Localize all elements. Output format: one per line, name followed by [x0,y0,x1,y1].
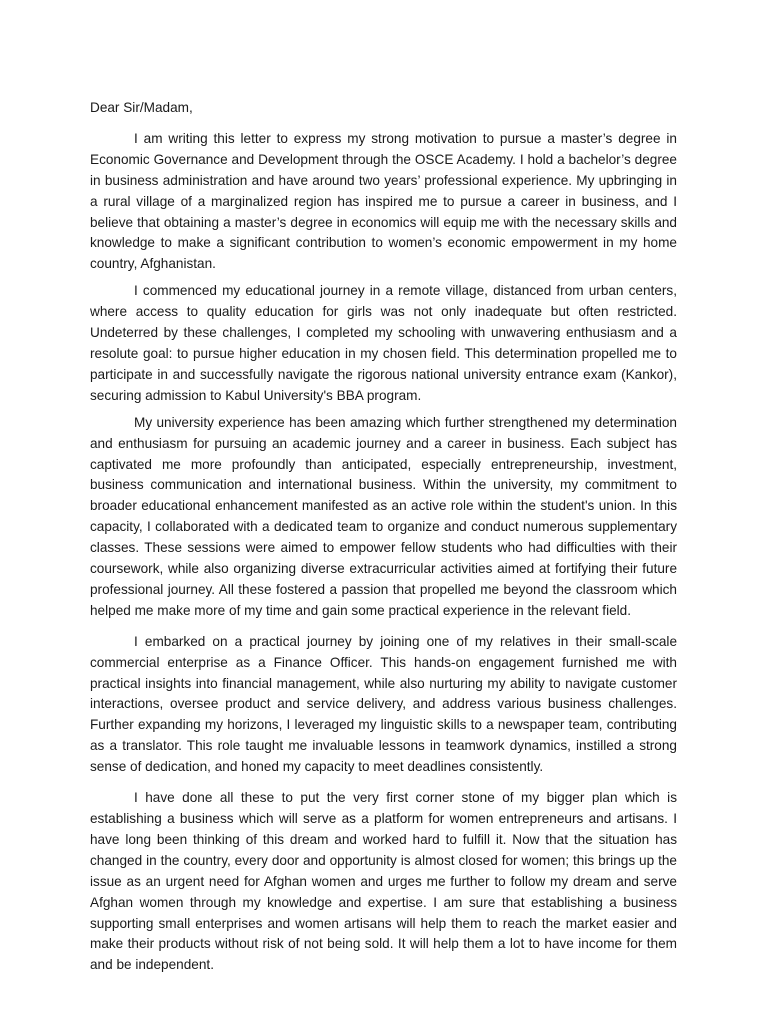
motivation-letter [90,98,677,982]
paragraph-future-plan: I have done all these to put the very first corner stone of my bigger plan which is establishing a business which will serve as a platform for women entrepreneurs and artisans. I have long been thinking of this dream and worked hard to fulfill it. Now that the situation has changed in the country, every door and opportunity is almost closed for women; this brings up the issue as an urgent need for Afghan women and urges me further to follow my dream and serve Afghan women through my knowledge and expertise. I am sure that establishing a business supporting small enterprises and women artisans will help them to reach the market easier and make their products without risk of not being sold. It will help them a lot to have income for them and be independent. [90,790,677,973]
salutation: Dear Sir/Madam, [90,100,193,115]
paragraph-work-experience: I embarked on a practical journey by joining one of my relatives in their small-scale commercial enterprise as a Finance Officer. This hands-on engagement furnished me with practical insights into financial management, while also nurturing my ability to navigate customer interactions, oversee product and service delivery, and address various business challenges. Further expanding my horizons, I leveraged my linguistic skills to a newspaper team, contributing as a translator. This role taught me invaluable lessons in teamwork dynamics, instilled a strong sense of dedication, and honed my capacity to meet deadlines consistently. [90,633,677,775]
paragraph-university: My university experience has been amazing which further strengthened my determination and enthusiasm for pursuing an academic journey and a career in business. Each subject has captivated me more profoundly than anticipated, especially entrepreneurship, investment, business communication and international business. Within the university, my commitment to broader educational enhancement manifested as an active role within the student's union. In this capacity, I collaborated with a dedicated team to organize and conduct numerous supplementary classes. These sessions were aimed to empower fellow students who had difficulties with their coursework, while also organizing diverse extracurricular activities aimed at fortifying their future professional journey. All these fostered a passion that propelled me beyond the classroom which helped me make more of my time and gain some practical experience in the relevant field. [90,414,677,618]
paragraph-motivation: I am writing this letter to express my strong motivation to pursue a master’s degree in Economic Governance and Development through the OSCE Academy. I hold a bachelor’s degree in business administration and have around two years’ professional experience. My upbringing in a rural village of a marginalized region has inspired me to pursue a career in business, and I believe that obtaining a master’s degree in economics will equip me with the necessary skills and knowledge to make a significant contribution to women’s economic empowerment in my home country, Afghanistan. [90,130,677,272]
paragraph-education: I commenced my educational journey in a remote village, distanced from urban centers, where access to quality education for girls was not only inadequate but often restricted. Undeterred by these challenges, I completed my schooling with unwavering enthusiasm and a resolute goal: to pursue higher education in my chosen field. This determination propelled me to participate in and successfully navigate the rigorous national university entrance exam (Kankor), securing admission to Kabul University's BBA program. [90,283,677,403]
